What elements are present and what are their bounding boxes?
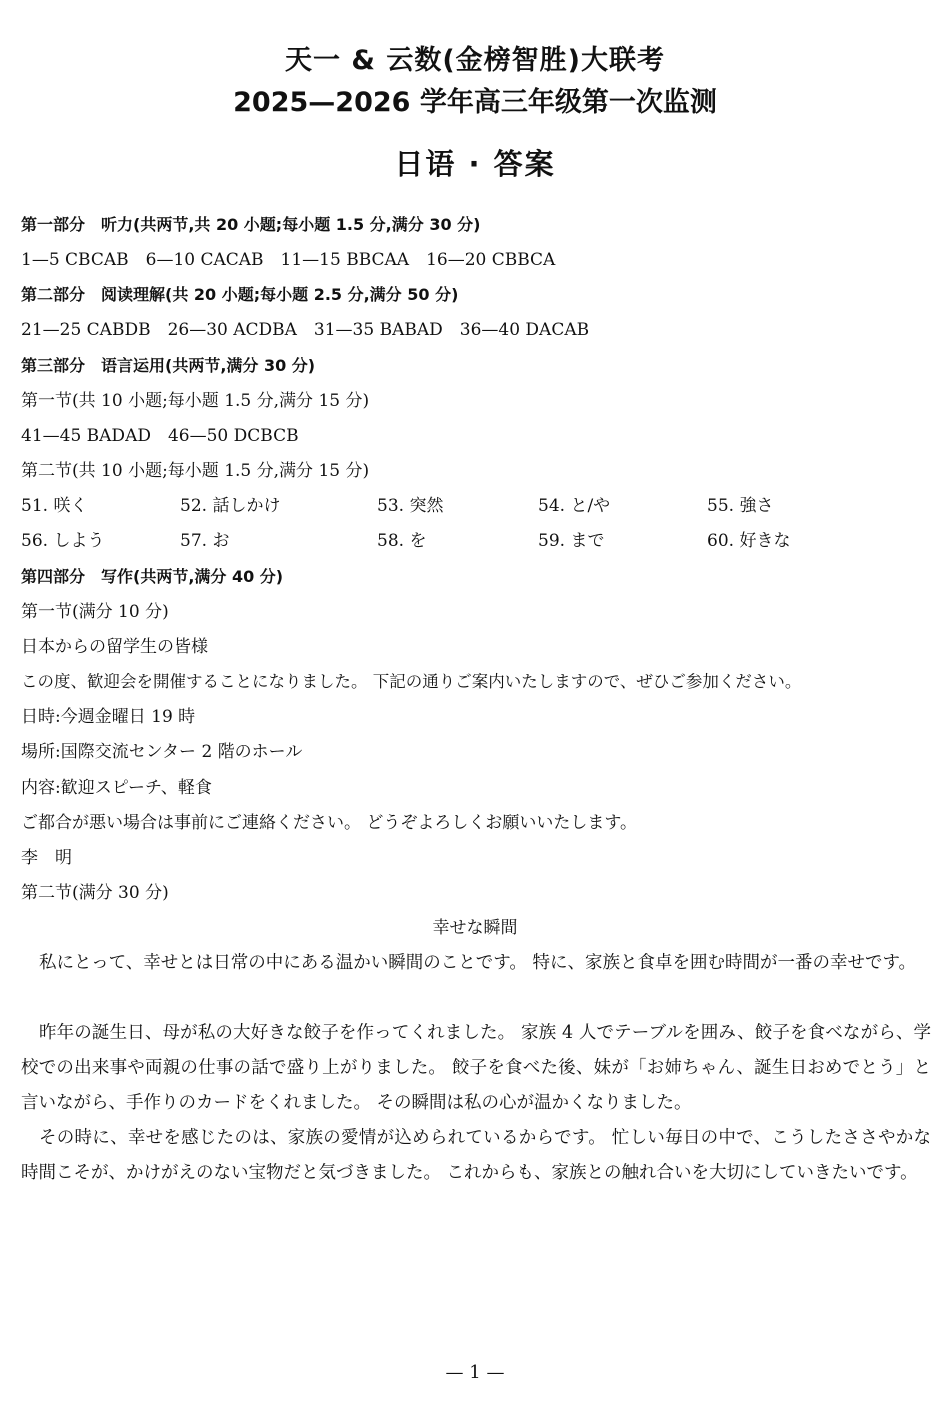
part3-heading: 第三部分 语言运用(共两节,满分 30 分) (21, 356, 316, 375)
page-number: — 1 — (445, 1362, 505, 1383)
answer-53: 53. 突然 (377, 496, 444, 516)
part4-section1-heading: 第一节(满分 10 分) (21, 602, 169, 622)
essay-paragraph-1: 私にとって、幸せとは日常の中にある温かい瞬間のことです。 特に、家族と食卓を囲む時間が一番の幸せです。 (39, 953, 917, 973)
letter-place: 場所:国際交流センター 2 階のホール (21, 742, 303, 762)
part3-section1-heading: 第一节(共 10 小题;每小题 1.5 分,满分 15 分) (21, 391, 370, 411)
part4-heading: 第四部分 写作(共两节,满分 40 分) (21, 567, 284, 586)
essay-paragraph-3: その時に、幸せを感じたのは、家族の愛情が込められているからです。 忙しい毎日の中で、こうしたささやかな時間こそが、かけがえのない宝物だと気づきました。 これからも、家族との触れ合いを大切にしていきたいです。 (21, 1128, 931, 1183)
answer-55: 55. 強さ (707, 496, 774, 516)
answer-57: 57. お (180, 531, 230, 551)
answer-59: 59. まで (538, 531, 605, 551)
letter-closing: ご都合が悪い場合は事前にご連絡ください。 どうぞよろしくお願いいたします。 (21, 813, 638, 833)
part1-answers: 1—5 CBCAB 6—10 CACAB 11—15 BBCAA 16—20 CBBCA (21, 250, 556, 270)
answer-58: 58. を (377, 531, 427, 551)
letter-intro: この度、歓迎会を開催することになりました。 下記の通りご案内いたしますので、ぜひご参加ください。 (21, 672, 802, 691)
part2-answers: 21—25 CABDB 26—30 ACDBA 31—35 BABAD 36—40 DACAB (21, 320, 590, 340)
part2-heading: 第二部分 阅读理解(共 20 小题;每小题 2.5 分,满分 50 分) (21, 285, 459, 304)
answer-56: 56. しよう (21, 531, 105, 551)
essay-paragraph-2: 昨年の誕生日、母が私の大好きな餃子を作ってくれました。 家族 4 人でテーブルを囲み、餃子を食べながら、学校での出来事や両親の仕事の話で盛り上がりました。 餃子を食べた後、妹が「お姉ちゃん、誕生日おめでとう」と言いながら、手作りのカードをくれました。 その瞬間は私の心が温かくなりました。 (21, 1023, 931, 1113)
answer-51: 51. 咲く (21, 496, 88, 516)
exam-title: 天一 & 云数(金榜智胜)大联考 (284, 45, 666, 76)
subject-title: 日语 · 答案 (394, 147, 556, 181)
letter-content: 内容:歓迎スピーチ、軽食 (21, 778, 212, 798)
essay-title: 幸せな瞬間 (432, 918, 518, 938)
part3-section2-heading: 第二节(共 10 小题;每小题 1.5 分,满分 15 分) (21, 461, 370, 481)
answer-52: 52. 話しかけ (180, 496, 281, 516)
letter-datetime: 日時:今週金曜日 19 時 (21, 707, 196, 727)
part4-section2-heading: 第二节(满分 30 分) (21, 883, 169, 903)
letter-greeting: 日本からの留学生の皆様 (21, 637, 208, 657)
exam-subtitle: 2025—2026 学年高三年级第一次监测 (233, 87, 717, 118)
part3-section1-answers: 41—45 BADAD 46—50 DCBCB (21, 426, 299, 446)
letter-signature: 李 明 (21, 848, 72, 868)
part1-heading: 第一部分 听力(共两节,共 20 小题;每小题 1.5 分,满分 30 分) (21, 215, 481, 234)
answer-54: 54. と/や (538, 496, 611, 516)
answer-60: 60. 好きな (707, 531, 791, 551)
